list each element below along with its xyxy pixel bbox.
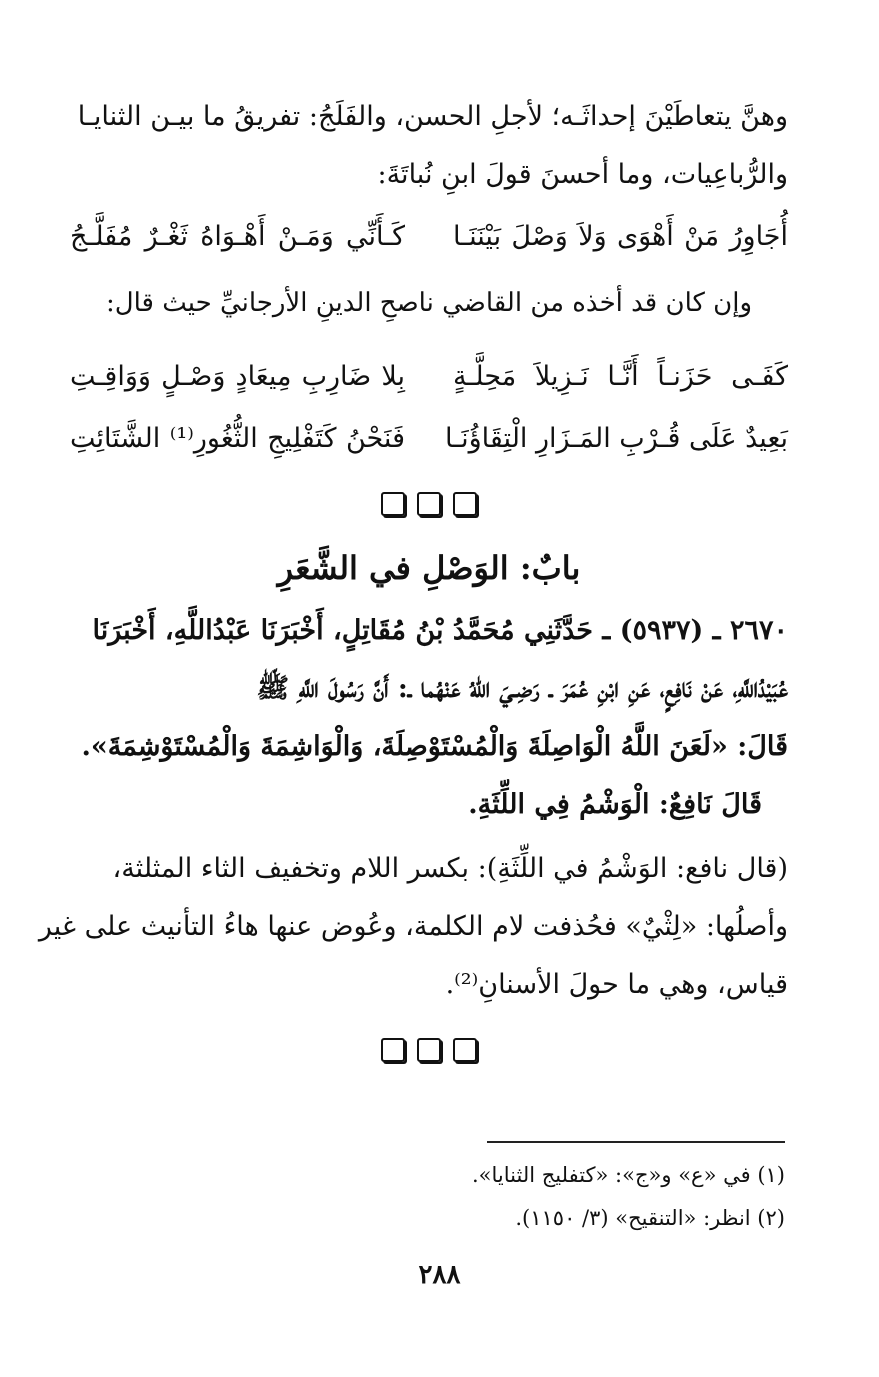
verse-3-second-hemistich: فَنَحْنُ كَتَفْلِيجِ الثُّغُورِ⁽¹⁾ الشَّتَائِتِ [70, 423, 405, 454]
page-number: ٢٨٨ [418, 1260, 461, 1290]
hadith-line-3: قَالَ: «لَعَنَ اللَّهُ الْوَاصِلَةَ وَالْمُسْتَوْصِلَةَ، وَالْوَاشِمَةَ وَالْمُسْتَوْشِمَةَ». [81, 731, 788, 762]
verse-1-first-hemistich: أُجَاوِرُ مَنْ أَهْوَى وَلاَ وَصْلَ بَيْنَنَـا [453, 221, 788, 252]
hadith-line-4: قَالَ نَافِعٌ: الْوَشْمُ فِي اللِّثَةِ. [468, 789, 762, 820]
verse-3 [70, 408, 788, 470]
separator-square-icon [381, 1038, 405, 1062]
chapter-title: بابٌ: الوَصْلِ في الشَّعَرِ [277, 549, 581, 587]
verse-3-first-hemistich: بَعِيدٌ عَلَى قُـرْبِ المَـزَارِ الْتِقَاؤُنَـا [444, 423, 788, 454]
page-body [38, 88, 788, 1062]
separator-square-icon [453, 1038, 477, 1062]
separator-square-icon [381, 492, 405, 516]
transition-text: وإن كان قد أخذه من القاضي ناصحِ الدينِ الأرجانيِّ حيث قال: [105, 288, 753, 318]
footnote-2: (٢) انظر: «التنقيح» (٣/ ١١٥٠). [515, 1206, 785, 1230]
verse-1 [70, 206, 788, 268]
commentary-text-1: (قال نافع: الوَشْمُ في اللِّثَةِ): بكسر اللام وتخفيف الثاء المثلثة، [112, 853, 788, 884]
intro-line-1: وهنَّ يتعاطَيْنَ إحداثَـه؛ لأجلِ الحسن، والفَلَجُ: تفريقُ ما بيـن الثنايـا [77, 101, 788, 132]
intro-line-2: والرُّباعِيات، وما أحسنَ قولَ ابنِ نُباتَةَ: [377, 159, 788, 190]
separator-square-icon [417, 1038, 441, 1062]
section-separator [70, 1038, 788, 1062]
commentary-line-3: قياس، وهي ما حولَ الأسنانِ⁽²⁾. [445, 969, 788, 1000]
section-separator [70, 492, 788, 516]
footnote-rule [487, 1141, 785, 1143]
commentary-line-1 [70, 840, 788, 898]
footnote-1: (١) في «ع» و«ج»: «كتفليج الثنايا». [471, 1163, 785, 1187]
verse-2-second-hemistich: بِلا ضَارِبِ مِيعَادٍ وَصْـلٍ وَوَاقِـتِ [70, 361, 405, 392]
separator-square-icon [453, 492, 477, 516]
verse-1-second-hemistich: كَـأَنِّي وَمَـنْ أَهْـوَاهُ ثَغْـرٌ مُفَلَّـجُ [70, 221, 405, 252]
hadith-line-1: ٢٦٧٠ ـ (٥٩٣٧) ـ حَدَّثَنِي مُحَمَّدُ بْنُ مُقَاتِلٍ، أَخْبَرَنَا عَبْدُاللَّهِ، أَخْبَرَنَا [92, 615, 788, 646]
commentary-line-2: وأصلُها: «لِثْيٌ» فحُذفت لام الكلمة، وعُوض عنها هاءُ التأنيث على غير [38, 911, 788, 942]
verse-2-first-hemistich: كَفَـى حَزَنـاً أَنَّـا نَـزِيلاَ مَحِلَّـةٍ [453, 361, 788, 392]
verse-2 [70, 346, 788, 408]
separator-square-icon [417, 492, 441, 516]
hadith-line-2: عُبَيْدُاللَّهِ، عَنْ نَافِعٍ، عَنِ ابْنِ عُمَرَ ـ رَضِـيَ اللهُ عَنْهُما ـ: أَنَّ رَسُولَ اللَّهِ ﷺ [256, 673, 788, 704]
